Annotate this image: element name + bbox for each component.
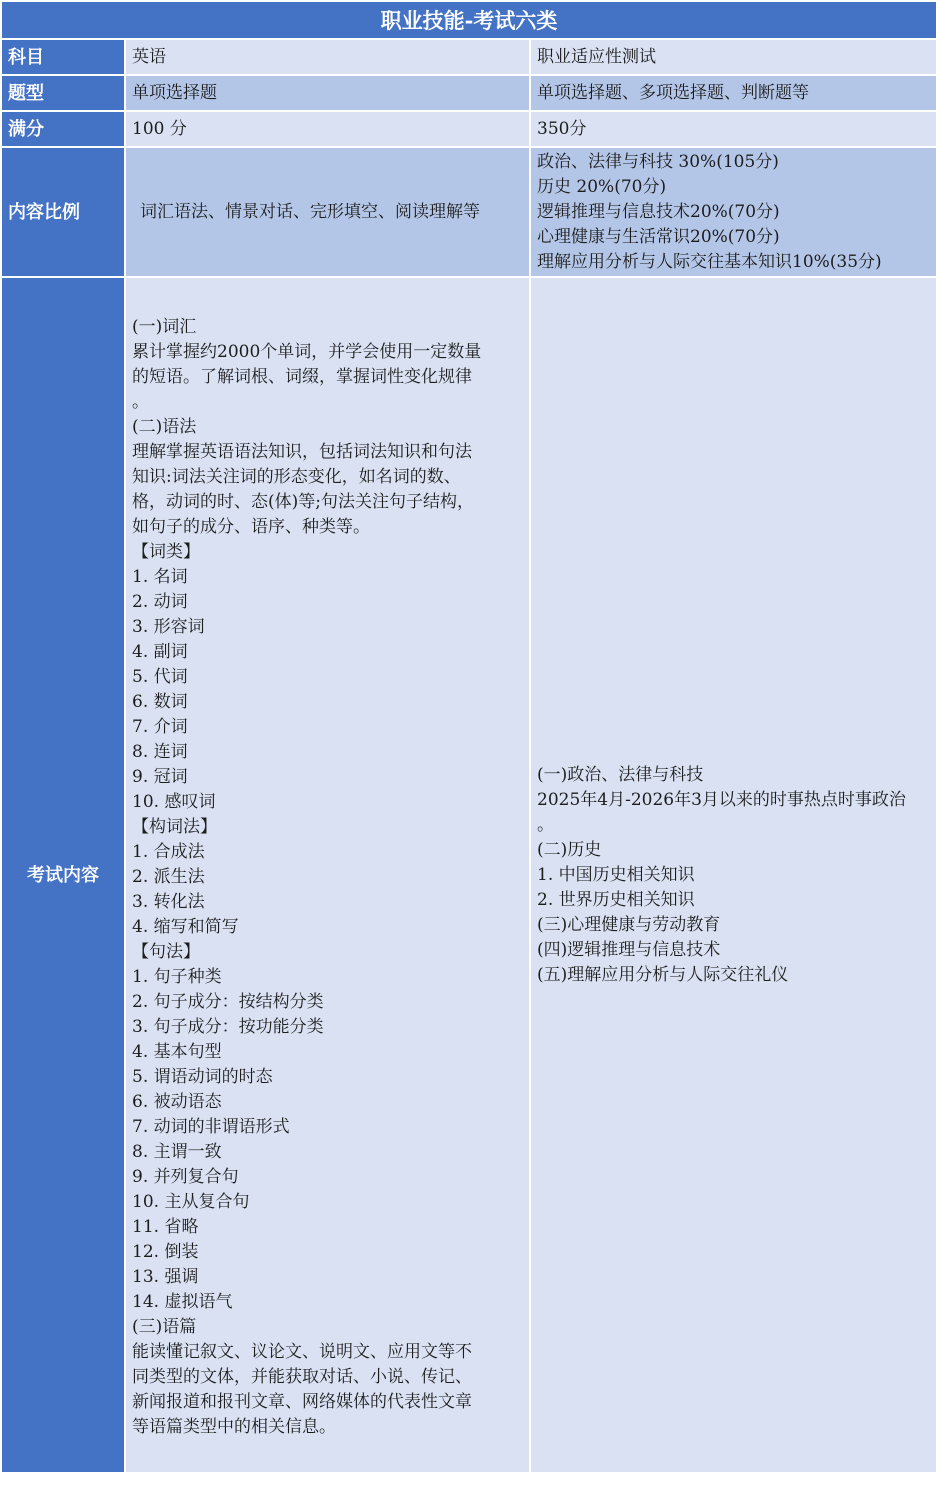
aptitude-content-list: [537, 763, 930, 988]
content-line: 9. 并列复合句: [132, 1166, 239, 1187]
subject-aptitude: 职业适应性测试: [530, 39, 936, 75]
content-line: 12. 倒装: [132, 1241, 199, 1262]
content-line: 新闻报道和报刊文章、网络媒体的代表性文章: [132, 1391, 472, 1412]
content-line: 2. 动词: [132, 591, 188, 612]
subject-english: 英语: [125, 39, 530, 75]
content-line: (三)心理健康与劳动教育: [537, 914, 721, 935]
content-line: 如句子的成分、语序、种类等。: [132, 516, 370, 537]
content-line: 10. 主从复合句: [132, 1191, 250, 1212]
row-label-subject: 科目: [1, 39, 125, 75]
content-line: 等语篇类型中的相关信息。: [132, 1416, 336, 1437]
content-line: 1. 名词: [132, 566, 188, 587]
table-title: 职业技能-考试六类: [1, 1, 936, 39]
content-line: 14. 虚拟语气: [132, 1291, 233, 1312]
content-line: 【构词法】: [132, 816, 217, 837]
ratio-item: 历史 20%(70分): [537, 176, 667, 197]
content-line: 6. 被动语态: [132, 1091, 222, 1112]
content-line: 2025年4月-2026年3月以来的时事热点时事政治: [537, 789, 906, 810]
content-line: 7. 介词: [132, 716, 188, 737]
content-line: 7. 动词的非谓语形式: [132, 1116, 290, 1137]
ratio-item: 心理健康与生活常识20%(70分): [537, 226, 780, 247]
content-line: 。: [537, 814, 554, 835]
exam-content-aptitude: [530, 277, 936, 1473]
content-line: 【词类】: [132, 541, 200, 562]
content-line: 1. 句子种类: [132, 966, 222, 987]
content-ratio-aptitude: [530, 147, 936, 277]
content-line: (三)语篇: [132, 1316, 197, 1337]
content-line: (五)理解应用分析与人际交往礼仪: [537, 964, 789, 985]
content-line: 13. 强调: [132, 1266, 199, 1287]
content-line: 5. 代词: [132, 666, 188, 687]
question-type-english: 单项选择题: [125, 75, 530, 111]
content-line: 10. 感叹词: [132, 791, 216, 812]
english-content-list: [132, 315, 523, 1440]
content-line: 4. 副词: [132, 641, 188, 662]
question-type-aptitude: 单项选择题、多项选择题、判断题等: [530, 75, 936, 111]
content-line: 6. 数词: [132, 691, 188, 712]
content-line: 【句法】: [132, 941, 200, 962]
content-line: 4. 缩写和简写: [132, 916, 239, 937]
content-line: 。: [132, 391, 149, 412]
content-line: 累计掌握约2000个单词，并学会使用一定数量: [132, 341, 482, 362]
ratio-item: 政治、法律与科技 30%(105分): [537, 151, 779, 172]
content-line: 2. 世界历史相关知识: [537, 889, 695, 910]
content-line: 1. 中国历史相关知识: [537, 864, 695, 885]
content-line: 8. 连词: [132, 741, 188, 762]
content-line: 的短语。了解词根、词缀，掌握词性变化规律: [132, 366, 472, 387]
content-line: (一)词汇: [132, 316, 197, 337]
content-line: 9. 冠词: [132, 766, 188, 787]
content-line: 2. 派生法: [132, 866, 205, 887]
content-line: 3. 形容词: [132, 616, 205, 637]
content-line: 3. 句子成分：按功能分类: [132, 1016, 324, 1037]
content-line: 2. 句子成分：按结构分类: [132, 991, 324, 1012]
ratio-item: 逻辑推理与信息技术20%(70分): [537, 201, 780, 222]
full-score-english: 100 分: [125, 111, 530, 147]
content-line: 3. 转化法: [132, 891, 205, 912]
content-ratio-english: 词汇语法、情景对话、完形填空、阅读理解等: [125, 147, 530, 277]
content-line: (一)政治、法律与科技: [537, 764, 704, 785]
content-line: (二)语法: [132, 416, 197, 437]
content-line: (二)历史: [537, 839, 602, 860]
content-line: 5. 谓语动词的时态: [132, 1066, 273, 1087]
row-label-question-type: 题型: [1, 75, 125, 111]
row-label-full-score: 满分: [1, 111, 125, 147]
content-line: 11. 省略: [132, 1216, 199, 1237]
ratio-item: 理解应用分析与人际交往基本知识10%(35分): [537, 251, 882, 272]
content-line: 理解掌握英语语法知识，包括词法知识和句法: [132, 441, 472, 462]
exam-content-english: [125, 277, 530, 1473]
row-label-content-ratio: 内容比例: [1, 147, 125, 277]
content-line: 4. 基本句型: [132, 1041, 222, 1062]
full-score-aptitude: 350分: [530, 111, 936, 147]
content-line: 知识:词法关注词的形态变化，如名词的数、: [132, 466, 461, 487]
row-label-exam-content: 考试内容: [1, 277, 125, 1473]
content-line: 格，动词的时、态(体)等;句法关注句子结构，: [132, 491, 474, 512]
ratio-list: [537, 150, 930, 275]
content-line: 8. 主谓一致: [132, 1141, 222, 1162]
content-line: 能读懂记叙文、议论文、说明文、应用文等不: [132, 1341, 472, 1362]
content-line: 同类型的文体，并能获取对话、小说、传记、: [132, 1366, 472, 1387]
content-line: 1. 合成法: [132, 841, 205, 862]
content-line: (四)逻辑推理与信息技术: [537, 939, 721, 960]
